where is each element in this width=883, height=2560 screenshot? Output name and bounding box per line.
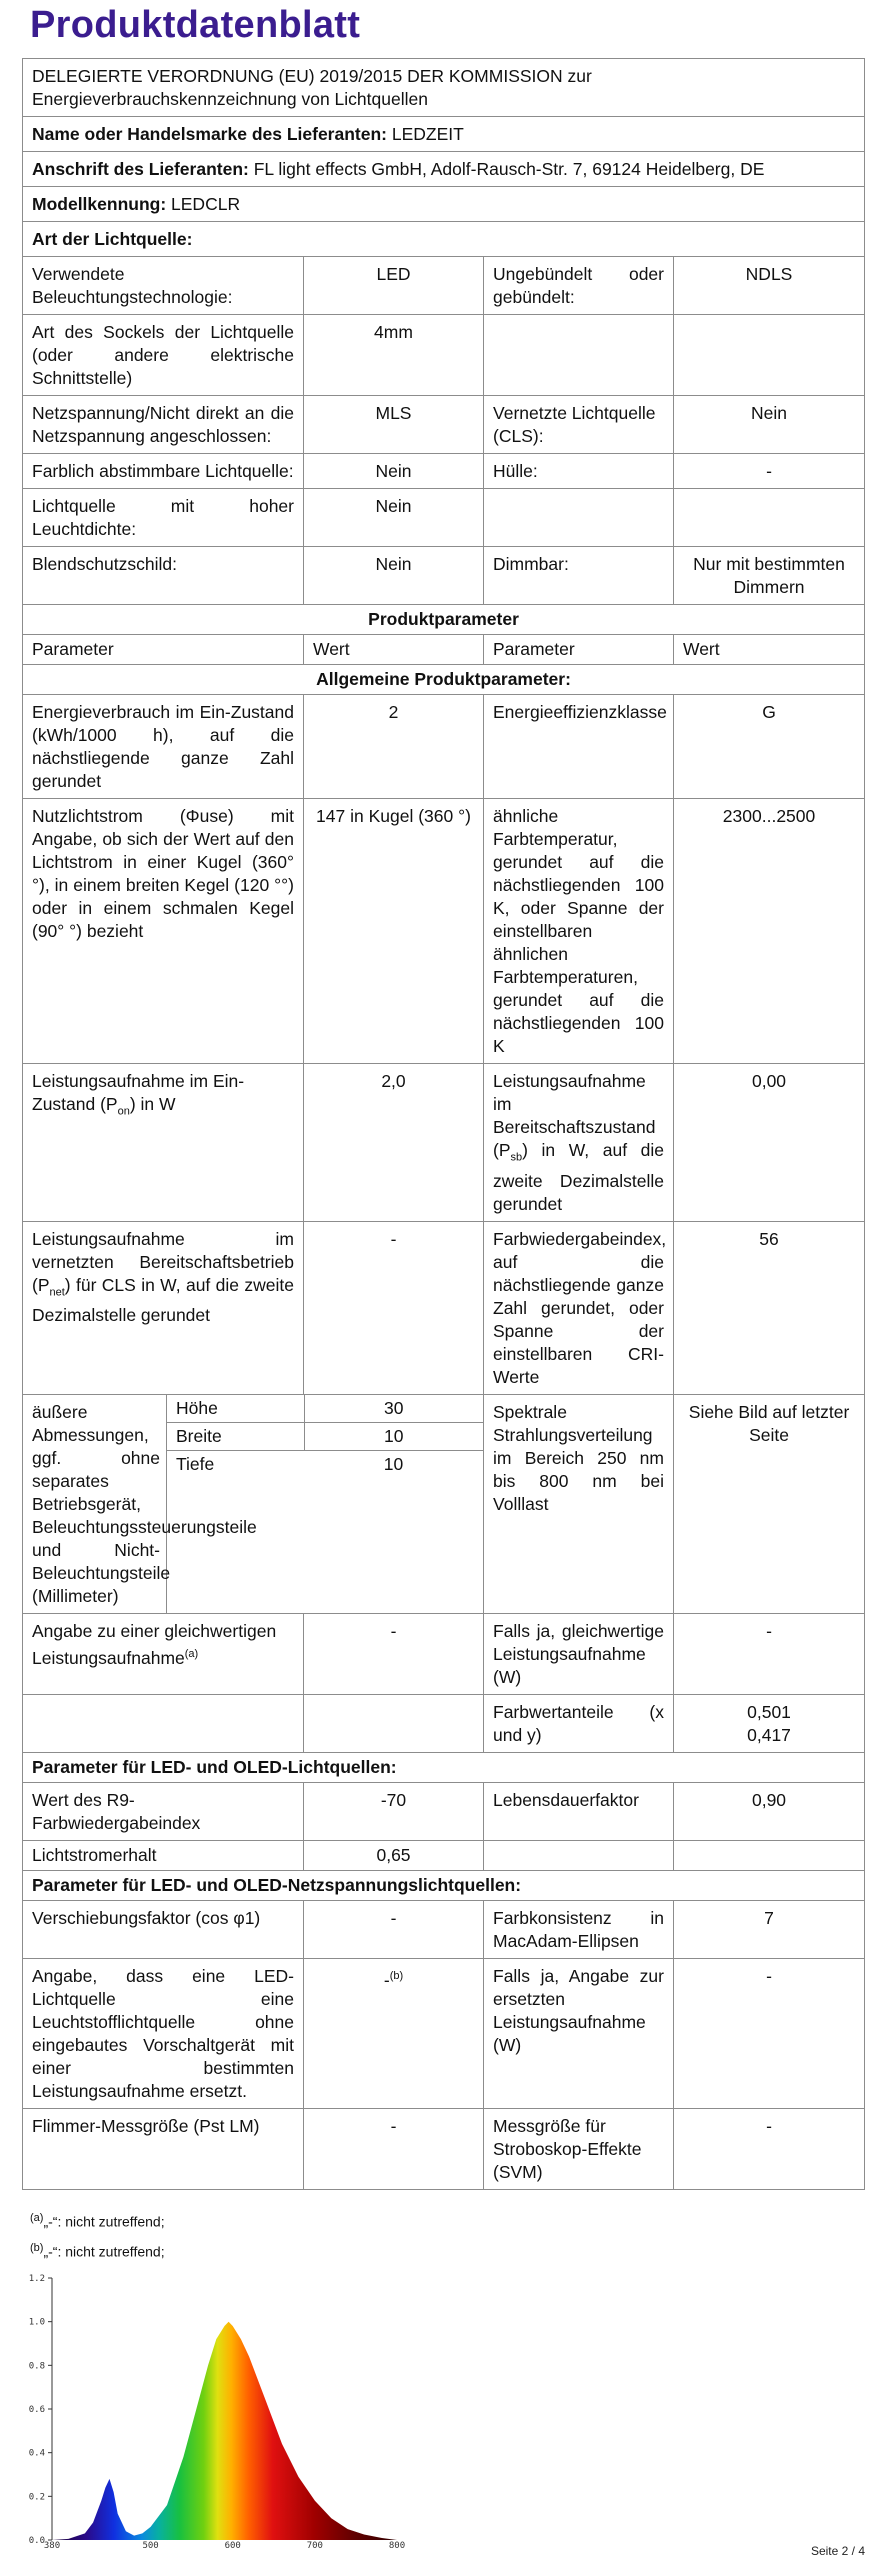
flicker-value: -: [304, 2108, 484, 2189]
param-row: [23, 2108, 865, 2189]
type-section-heading: Art der Lichtquelle:: [23, 222, 865, 257]
type-value: Nein: [304, 454, 484, 489]
type-label: [484, 489, 674, 547]
general-params-heading: Allgemeine Produktparameter:: [23, 665, 865, 695]
supplier-address-row: [23, 152, 865, 187]
type-section-row: [23, 222, 865, 257]
led-section-row: [23, 1752, 865, 1782]
column-header-value: Wert: [674, 635, 865, 665]
type-label: [484, 315, 674, 396]
param-row: [23, 1613, 865, 1694]
type-value: Nein: [304, 547, 484, 605]
type-label: Vernetzte Lichtquelle (CLS):: [484, 396, 674, 454]
supplier-address-value: FL light effects GmbH, Adolf-Rausch-Str. 7, 69124 Heidelberg, DE: [253, 159, 765, 179]
dimension-value: 30: [304, 1395, 483, 1423]
general-params-row: [23, 665, 865, 695]
color-consistency-label: Farbkonsistenz in MacAdam-Ellipsen: [484, 1900, 674, 1958]
color-temperature-value: 2300...2500: [674, 799, 865, 1064]
y-tick-label: 0.8: [28, 2361, 45, 2372]
type-label: Lichtquelle mit hoher Leuchtdichte:: [23, 489, 304, 547]
lumen-maintenance-label: Lichtstromerhalt: [23, 1840, 304, 1870]
type-row: [23, 454, 865, 489]
x-tick-label: 800: [388, 2541, 406, 2548]
y-tick-label: 0.4: [28, 2448, 45, 2459]
column-header-parameter: Parameter: [23, 635, 304, 665]
luminous-flux-label: Nutzlichtstrom (Φuse) mit Angabe, ob sich der Wert auf den Lichtstrom in einer Kugel (360° °), in einem breiten Kegel (120 °°) oder in einem schmalen Kegel (90° °) bezieht: [23, 799, 304, 1064]
product-params-heading: Produktparameter: [23, 605, 865, 635]
flicker-label: Flimmer-Messgröße (Pst LM): [23, 2108, 304, 2189]
column-header-row: [23, 635, 865, 665]
type-value: MLS: [304, 396, 484, 454]
type-value: 4mm: [304, 315, 484, 396]
color-consistency-value: 7: [674, 1900, 865, 1958]
type-label: Verwendete Beleuchtungstechnologie:: [23, 257, 304, 315]
type-row: [23, 315, 865, 396]
energy-class-value: G: [674, 695, 865, 799]
dimension-value: 10: [383, 1453, 404, 1474]
footnote: $^{(a)}$„-“: nicht zutreffend;: [30, 2212, 165, 2230]
y-tick-label: 0.0: [28, 2536, 45, 2546]
standby-power-label: Leistungsaufnahme im Bereitschaftszustand $(P_{sb})$ in W, auf die zweite Dezimalstelle gerundet: [484, 1064, 674, 1222]
luminous-flux-value: 147 in Kugel (360 °): [304, 799, 484, 1064]
type-label: Ungebündelt oder gebündelt:: [484, 257, 674, 315]
dimensions-label: äußere Abmessungen, ggf. ohne separates Betriebsgerät, Beleuchtungssteuerungsteile und Nicht-Beleuchtungsteile (Millimeter): [23, 1394, 167, 1613]
dimension-value: 10: [304, 1422, 483, 1450]
on-mode-power-value: 2,0: [304, 1064, 484, 1222]
supplier-name-label: Name oder Handelsmarke des Lieferanten:: [32, 124, 387, 144]
model-row: [23, 187, 865, 222]
model-value: LEDCLR: [171, 194, 241, 214]
param-row: [23, 695, 865, 799]
fluorescent-replacement-label: Angabe, dass eine LED-Lichtquelle eine Leuchtstofflichtquelle ohne eingebautes Vorschaltgerät mit einer bestimmten Leistungsaufnahme ersetzt.: [23, 1958, 304, 2108]
model-label: Modellkennung:: [32, 194, 167, 214]
dimensions-row: [23, 1394, 865, 1613]
param-row: [23, 1694, 865, 1752]
type-label: Blendschutzschild:: [23, 547, 304, 605]
equivalent-power-label: Angabe zu einer gleichwertigen Leistungsaufnahme$^{(a)}$: [23, 1613, 304, 1694]
equivalent-power-value: -: [304, 1613, 484, 1694]
type-row: [23, 257, 865, 315]
networked-standby-value: -: [304, 1221, 484, 1394]
networked-standby-label: Leistungsaufnahme im vernetzten Bereitschaftsbetrieb $(P_{net})$ für CLS in W, auf die zweite Dezimalstelle gerundet: [23, 1221, 304, 1394]
y-tick-label: 0.6: [28, 2405, 45, 2415]
type-value: LED: [304, 257, 484, 315]
x-tick-label: 600: [224, 2541, 241, 2548]
supplier-name-value: LEDZEIT: [391, 124, 464, 144]
spectrum-area: [52, 2322, 397, 2540]
supplier-name-row: [23, 117, 865, 152]
r9-label: Wert des R9-Farbwiedergabeindex: [23, 1782, 304, 1840]
type-value: Nein: [674, 396, 865, 454]
on-mode-power-label: Leistungsaufnahme im Ein-Zustand $(P_{on})$ in W: [23, 1064, 304, 1222]
type-label: Farblich abstimmbare Lichtquelle:: [23, 454, 304, 489]
column-header-parameter: Parameter: [484, 635, 674, 665]
x-tick-label: 500: [142, 2541, 159, 2548]
energy-consumption-label: Energieverbrauch im Ein-Zustand (kWh/1000 h), auf die nächstliegende ganze Zahl gerundet: [23, 695, 304, 799]
product-params-row: [23, 605, 865, 635]
energy-class-label: Energieeffizienzklasse: [484, 695, 674, 799]
param-row: [23, 1840, 865, 1870]
power-factor-label: Verschiebungsfaktor (cos φ1): [23, 1900, 304, 1958]
fluorescent-replacement-value: -$^{(b)}$: [304, 1958, 484, 2108]
spectral-distribution-value: Siehe Bild auf letzter Seite: [674, 1394, 865, 1613]
type-label: Hülle:: [484, 454, 674, 489]
type-value: -: [674, 454, 865, 489]
stroboscopic-label: Messgröße für Stroboskop-Effekte (SVM): [484, 2108, 674, 2189]
param-row: [23, 799, 865, 1064]
y-tick-label: 1.2: [28, 2274, 45, 2284]
equivalent-power-watt-label: Falls ja, gleichwertige Leistungsaufnahme (W): [484, 1613, 674, 1694]
survival-factor-label: Lebensdauerfaktor: [484, 1782, 674, 1840]
page-number: Seite 2 / 4: [810, 2544, 865, 2558]
type-value: NDLS: [674, 257, 865, 315]
intro-row: [23, 59, 865, 117]
type-value: [674, 315, 865, 396]
equivalent-power-watt-value: -: [674, 1613, 865, 1694]
column-header-value: Wert: [304, 635, 484, 665]
energy-consumption-value: 2: [304, 695, 484, 799]
r9-value: -70: [304, 1782, 484, 1840]
type-label: Dimmbar:: [484, 547, 674, 605]
replaced-power-label: Falls ja, Angabe zur ersetzten Leistungsaufnahme (W): [484, 1958, 674, 2108]
type-row: [23, 489, 865, 547]
footnote: $^{(b)}$„-“: nicht zutreffend;: [30, 2241, 165, 2260]
chromaticity-value: 0,501 0,417: [674, 1694, 865, 1752]
y-tick-label: 1.0: [28, 2317, 45, 2328]
page-title: Produktdatenblatt: [30, 4, 361, 46]
type-row: [23, 547, 865, 605]
mains-section-heading: Parameter für LED- und OLED-Netzspannungslichtquellen:: [23, 1870, 865, 1900]
spectral-distribution-chart: [22, 2268, 422, 2548]
standby-power-value: 0,00: [674, 1064, 865, 1222]
lumen-maintenance-value: 0,65: [304, 1840, 484, 1870]
x-tick-label: 700: [306, 2541, 323, 2548]
cri-label: Farbwiedergabeindex, auf die nächstliegende ganze Zahl gerundet, oder Spanne der einstellbaren CRI-Werte: [484, 1221, 674, 1394]
footnotes: [30, 2205, 165, 2264]
dimension-name: Tiefe: [176, 1453, 215, 1474]
survival-factor-value: 0,90: [674, 1782, 865, 1840]
param-row: [23, 1064, 865, 1222]
cri-value: 56: [674, 1221, 865, 1394]
type-label: Art des Sockels der Lichtquelle (oder andere elektrische Schnittstelle): [23, 315, 304, 396]
type-value: [674, 489, 865, 547]
x-tick-label: 380: [43, 2541, 61, 2548]
chromaticity-label: Farbwertanteile (x und y): [484, 1694, 674, 1752]
param-row: [23, 1782, 865, 1840]
regulation-intro: DELEGIERTE VERORDNUNG (EU) 2019/2015 DER KOMMISSION zur Energieverbrauchskennzeichnung von Lichtquellen: [23, 59, 865, 117]
type-label: Netzspannung/Nicht direkt an die Netzspannung angeschlossen:: [23, 396, 304, 454]
power-factor-value: -: [304, 1900, 484, 1958]
led-section-heading: Parameter für LED- und OLED-Lichtquellen:: [23, 1752, 865, 1782]
type-row: [23, 396, 865, 454]
param-row: [23, 1900, 865, 1958]
type-value: Nein: [304, 489, 484, 547]
param-row: [23, 1221, 865, 1394]
stroboscopic-value: -: [674, 2108, 865, 2189]
spectral-distribution-label: Spektrale Strahlungsverteilung im Bereich 250 nm bis 800 nm bei Volllast: [484, 1394, 674, 1613]
replaced-power-value: -: [674, 1958, 865, 2108]
product-data-table: [22, 58, 865, 2190]
mains-section-row: [23, 1870, 865, 1900]
dimension-name: Höhe: [167, 1395, 304, 1423]
param-row: [23, 1958, 865, 2108]
y-tick-label: 0.2: [28, 2492, 45, 2503]
type-value: Nur mit bestimmten Dimmern: [674, 547, 865, 605]
supplier-address-label: Anschrift des Lieferanten:: [32, 159, 249, 179]
color-temperature-label: ähnliche Farbtemperatur, gerundet auf die nächstliegenden 100 K, oder Spanne der einstellbaren ähnlichen Farbtemperaturen, gerundet auf die nächstliegenden 100 K: [484, 799, 674, 1064]
dimension-name: Breite: [167, 1422, 304, 1450]
dimensions-table: [167, 1395, 483, 1478]
